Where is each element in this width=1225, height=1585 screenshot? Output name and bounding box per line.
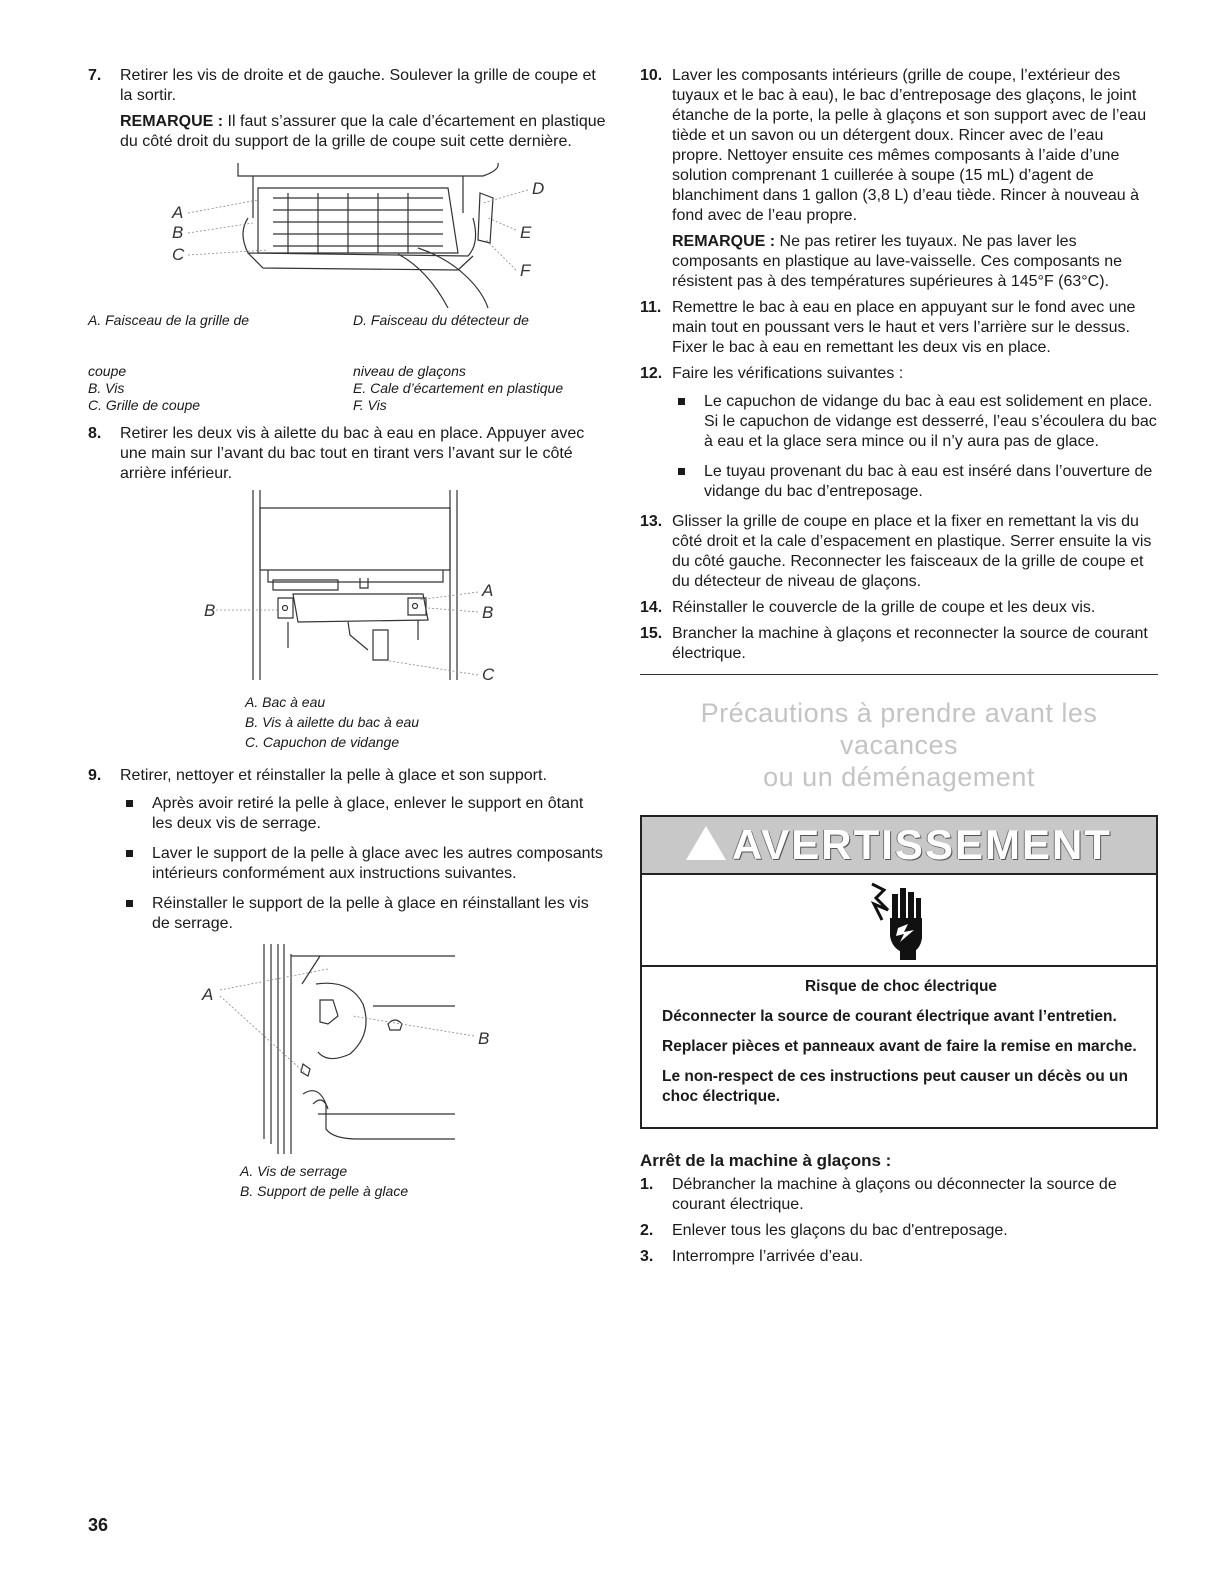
step-text: Enlever tous les glaçons du bac d'entreposage. — [672, 1222, 1008, 1239]
legend-item: D. Faisceau du détecteur de niveau de glaçons — [353, 312, 529, 379]
label-a: A — [172, 203, 184, 222]
step-14 — [640, 598, 1158, 618]
shutdown-step — [640, 1247, 1158, 1267]
step-text: Remettre le bac à eau en place en appuyant sur le fond avec une main tout en poussant vers le haut et vers l’arrière sur le dessus. Fixer le bac à eau en remettant les deux vis en place. — [672, 299, 1136, 356]
step-text: Retirer, nettoyer et réinstaller la pelle à glace et son support. — [120, 767, 547, 784]
section-title — [640, 697, 1158, 793]
section-title-line: ou un déménagement — [763, 762, 1035, 792]
step-text: Débrancher la machine à glaçons ou déconnecter la source de courant électrique. — [672, 1176, 1117, 1213]
step-10 — [640, 66, 1158, 292]
step-9 — [88, 766, 608, 934]
step-number: 3. — [640, 1248, 654, 1265]
bullet-item: Le capuchon de vidange du bac à eau est solidement en place. Si le capuchon de vidange est desserré, l’eau s’écoulera du bac à eau et la glace sera mince ou il n’y aura pas de glace. — [672, 392, 1158, 452]
warning-header — [642, 817, 1156, 873]
label-b: B — [172, 223, 184, 242]
legend-item: B. Support de pelle à glace — [240, 1183, 409, 1199]
step-text: Faire les vérifications suivantes : — [672, 365, 904, 382]
left-column — [88, 66, 608, 1201]
label-c: C — [482, 665, 495, 684]
warning-triangle-icon — [686, 826, 726, 860]
section-divider — [640, 674, 1158, 675]
legend-item: F. Vis — [353, 397, 387, 413]
right-column — [640, 66, 1158, 1273]
bullet-item: Laver le support de la pelle à glace avec les autres composants intérieurs conformément aux instructions suivantes. — [120, 844, 608, 884]
scoop-holder-illustration — [88, 944, 608, 1159]
figure-scoop-holder — [88, 944, 608, 1201]
step-7 — [88, 66, 608, 152]
legend-item: A. Bac à eau — [245, 694, 326, 710]
step-number: 9. — [88, 767, 102, 784]
step-number: 11. — [640, 299, 662, 316]
label-b: B — [204, 601, 216, 620]
step-12 — [640, 364, 1158, 502]
step-number: 2. — [640, 1222, 654, 1239]
step-number: 1. — [640, 1176, 654, 1193]
bullet-list — [672, 392, 1158, 502]
bullet-list — [120, 794, 608, 934]
step-text: Retirer les deux vis à ailette du bac à eau en place. Appuyer avec une main sur l’avant du bac tout en tirant vers l’avant sur le côté arrière inférieur. — [120, 425, 585, 482]
step-number: 12. — [640, 365, 663, 382]
electric-shock-hand-icon — [864, 880, 934, 960]
water-bin-illustration — [88, 490, 608, 690]
warning-line: Replacer pièces et panneaux avant de faire la remise en marche. — [662, 1038, 1137, 1055]
note-label: REMARQUE : — [120, 113, 224, 130]
figure-legend — [88, 312, 608, 414]
warning-line: Déconnecter la source de courant électrique avant l’entretien. — [662, 1008, 1117, 1025]
step-15 — [640, 624, 1158, 664]
warning-header-text: AVERTISSEMENT — [732, 821, 1112, 868]
step-13 — [640, 512, 1158, 592]
step-number: 7. — [88, 67, 102, 84]
label-f: F — [520, 261, 531, 280]
step-text: Brancher la machine à glaçons et reconnecter la source de courant électrique. — [672, 625, 1148, 662]
step-8 — [88, 424, 608, 484]
cutter-grid-illustration — [88, 158, 608, 308]
step-number: 14. — [640, 599, 663, 616]
shutdown-title: Arrêt de la machine à glaçons : — [640, 1151, 892, 1170]
note-text: Il faut s’assurer que la cale d’écartement en plastique du côté droit du support de la grille de coupe suit cette dernière. — [120, 113, 606, 150]
note-label: REMARQUE : — [672, 233, 776, 250]
step-text: Laver les composants intérieurs (grille de coupe, l’extérieur des tuyaux et le bac à eau), le bac d’entreposage des glaçons, le joint étanche de la porte, la pelle à glaçons et son support avec de l’eau tiède et un savon ou un détergent doux. Rincer avec de l’eau propre. Nettoyer ensuite ces mêmes composants à l’aide d’une solution comprenant 1 cuillerée à soupe (15 mL) d’agent de blanchiment dans 1 gallon (3,8 L) d’eau tiède. Rincer à nouveau à fond avec de l’eau propre. — [672, 67, 1147, 224]
note-text: Ne pas retirer les tuyaux. Ne pas laver les composants en plastique au lave-vaisselle. Ces composants ne résistent pas à des températures supérieures à 145°F (63°C). — [672, 233, 1123, 290]
bullet-item: Après avoir retiré la pelle à glace, enlever le support en ôtant les deux vis de serrage. — [120, 794, 608, 834]
label-a: A — [202, 985, 214, 1004]
figure-cutter-grid — [88, 158, 608, 414]
step-text: Interrompre l’arrivée d’eau. — [672, 1248, 864, 1265]
legend-item: E. Cale d’écartement en plastique — [353, 380, 564, 396]
bullet-item: Réinstaller le support de la pelle à glace en réinstallant les vis de serrage. — [120, 894, 608, 934]
label-c: C — [172, 245, 185, 264]
warning-body — [642, 967, 1156, 1127]
warning-icon-area — [642, 873, 1156, 967]
step-number: 10. — [640, 67, 663, 84]
step-text: Retirer les vis de droite et de gauche. Soulever la grille de coupe et la sortir. — [120, 67, 596, 104]
step-text: Réinstaller le couvercle de la grille de coupe et les deux vis. — [672, 599, 1096, 616]
shutdown-step — [640, 1221, 1158, 1241]
figure-legend — [245, 692, 608, 752]
legend-item: B. Vis — [88, 380, 125, 396]
figure-legend — [240, 1161, 608, 1201]
warning-box — [640, 815, 1158, 1129]
legend-item: B. Vis à ailette du bac à eau — [245, 714, 420, 730]
step-number: 15. — [640, 625, 663, 642]
legend-item: A. Vis de serrage — [240, 1163, 348, 1179]
bullet-item: Le tuyau provenant du bac à eau est inséré dans l’ouverture de vidange du bac d’entreposage. — [672, 462, 1158, 502]
step-text: Glisser la grille de coupe en place et la fixer en remettant la vis du côté droit et la cale d’espacement en plastique. Serrer ensuite la vis du côté gauche. Reconnecter les faisceaux de la grille de coupe et du détecteur de niveau de glaçons. — [672, 513, 1152, 590]
label-e: E — [520, 223, 532, 242]
label-a: A — [482, 581, 494, 600]
note — [120, 112, 608, 152]
label-b: B — [478, 1029, 490, 1048]
label-b: B — [482, 603, 494, 622]
legend-item: C. Grille de coupe — [88, 397, 201, 413]
shutdown-step — [640, 1175, 1158, 1215]
figure-water-bin — [88, 490, 608, 752]
warning-title: Risque de choc électrique — [804, 978, 998, 995]
step-number: 13. — [640, 513, 663, 530]
legend-item: A. Faisceau de la grille de coupe — [88, 312, 250, 379]
label-d: D — [532, 179, 545, 198]
warning-line: Le non-respect de ces instructions peut causer un décès ou un choc électrique. — [662, 1068, 1128, 1105]
page-number: 36 — [88, 1515, 109, 1535]
legend-item: C. Capuchon de vidange — [245, 734, 400, 750]
section-title-line: Précautions à prendre avant les vacances — [700, 698, 1098, 760]
note — [672, 232, 1158, 292]
step-number: 8. — [88, 425, 102, 442]
step-11 — [640, 298, 1158, 358]
